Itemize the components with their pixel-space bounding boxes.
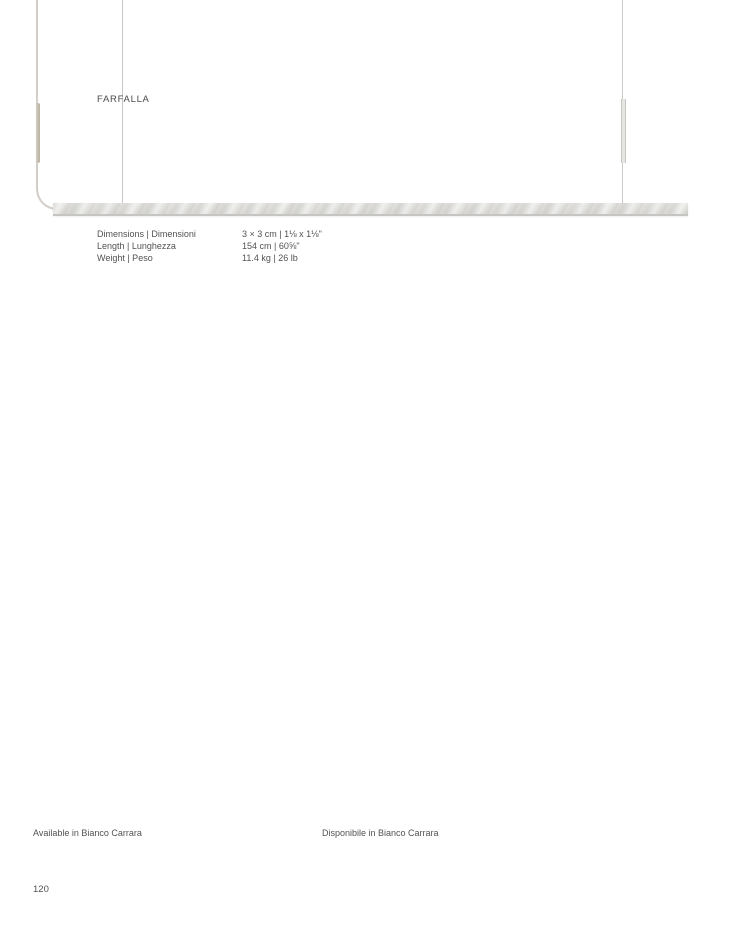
availability-note-en: Available in Bianco Carrara	[33, 828, 142, 838]
spec-label: Dimensions | Dimensioni	[97, 229, 196, 239]
spec-table	[97, 228, 322, 264]
product-title: FARFALLA	[97, 94, 150, 105]
spec-row-length	[97, 240, 322, 252]
page-number: 120	[33, 884, 49, 895]
cord-sleeve-left	[36, 103, 40, 163]
marble-light-bar	[53, 203, 688, 216]
availability-note-it: Disponibile in Bianco Carrara	[322, 828, 439, 838]
spec-value: 11.4 kg | 26 lb	[242, 253, 298, 263]
spec-row-dimensions	[97, 228, 322, 240]
spec-label: Length | Lunghezza	[97, 241, 176, 251]
spec-value: 154 cm | 60⅝"	[242, 241, 300, 251]
spec-value: 3 × 3 cm | 1⅛ x 1⅛"	[242, 229, 322, 239]
spec-label: Weight | Peso	[97, 253, 153, 263]
cable-sleeve-right	[621, 99, 626, 163]
product-illustration	[0, 0, 742, 230]
spec-row-weight	[97, 252, 322, 264]
